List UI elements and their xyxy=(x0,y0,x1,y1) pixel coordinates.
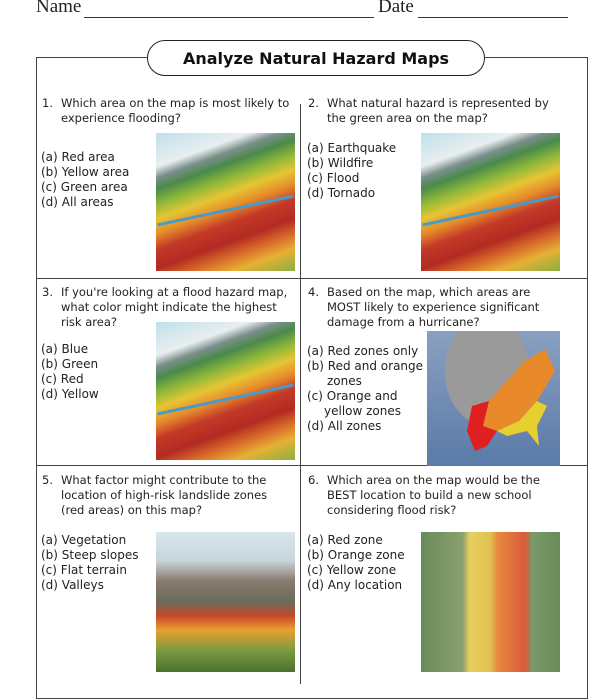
option[interactable]: (a) Earthquake xyxy=(307,141,397,155)
option-continued: yellow zones xyxy=(324,404,402,418)
hurricane-risk-map-image xyxy=(427,331,560,466)
option[interactable]: (c) Yellow zone xyxy=(307,563,397,577)
option[interactable]: (c) Orange and xyxy=(307,389,398,403)
option[interactable]: (b) Yellow area xyxy=(41,165,130,179)
question-number: 1. xyxy=(42,96,53,110)
question-number: 2. xyxy=(308,96,319,110)
option[interactable]: (a) Blue xyxy=(41,342,89,356)
question-number: 4. xyxy=(308,285,319,299)
option[interactable]: (a) Red area xyxy=(41,150,115,164)
question-text: What natural hazard is represented by the green area on the map? xyxy=(327,96,549,125)
option[interactable]: (d) Any location xyxy=(307,578,403,592)
option[interactable]: (d) All areas xyxy=(41,195,114,209)
option[interactable]: (a) Red zone xyxy=(307,533,383,547)
flood-zone-aerial-image xyxy=(421,532,560,672)
option[interactable]: (b) Green xyxy=(41,357,99,371)
option[interactable]: (d) Valleys xyxy=(41,578,104,592)
us-map-zones xyxy=(427,331,560,466)
options-3 xyxy=(41,342,99,402)
option[interactable]: (c) Green area xyxy=(41,180,128,194)
question-number: 3. xyxy=(42,285,53,299)
hazard-map-image xyxy=(421,133,560,271)
question-1 xyxy=(42,96,292,126)
option[interactable]: (b) Wildfire xyxy=(307,156,374,170)
column-divider xyxy=(300,104,301,684)
name-field[interactable] xyxy=(84,17,374,18)
landslide-map-image xyxy=(156,532,295,672)
question-text: Based on the map, which areas are MOST likely to experience significant damage from a hurricane? xyxy=(327,285,540,329)
options-1 xyxy=(41,150,129,210)
option[interactable]: (c) Red xyxy=(41,372,84,386)
question-5 xyxy=(42,473,292,518)
question-4 xyxy=(308,285,558,330)
option[interactable]: (b) Red and orange xyxy=(307,359,424,373)
options-2 xyxy=(307,141,396,201)
option[interactable]: (a) Vegetation xyxy=(41,533,127,547)
date-field[interactable] xyxy=(418,17,568,18)
name-label: Name xyxy=(36,0,82,17)
question-text: If you're looking at a flood hazard map, what color might indicate the highest risk area? xyxy=(61,285,288,329)
question-text: Which area on the map is most likely to experience flooding? xyxy=(61,96,290,125)
question-text: Which area on the map would be the BEST location to build a new school considering flood risk? xyxy=(327,473,540,517)
option[interactable]: (d) All zones xyxy=(307,419,382,433)
worksheet-title: Analyze Natural Hazard Maps xyxy=(147,40,485,76)
options-5 xyxy=(41,533,139,593)
option[interactable]: (b) Steep slopes xyxy=(41,548,139,562)
flood-map-image xyxy=(156,322,295,460)
option[interactable]: (c) Flood xyxy=(307,171,360,185)
option[interactable]: (d) Tornado xyxy=(307,186,376,200)
option[interactable]: (c) Flat terrain xyxy=(41,563,127,577)
question-number: 6. xyxy=(308,473,319,487)
option[interactable]: (a) Red zones only xyxy=(307,344,419,358)
row-divider xyxy=(36,278,588,279)
flood-hazard-map-image xyxy=(156,133,295,271)
option[interactable]: (d) Yellow xyxy=(41,387,99,401)
options-4 xyxy=(307,344,423,434)
date-label: Date xyxy=(378,0,414,17)
option[interactable]: (b) Orange zone xyxy=(307,548,405,562)
options-6 xyxy=(307,533,405,593)
question-2 xyxy=(308,96,558,126)
question-text: What factor might contribute to the location of high-risk landslide zones (red areas) on this map? xyxy=(61,473,268,517)
question-6 xyxy=(308,473,558,518)
option-continued: zones xyxy=(327,374,362,388)
question-number: 5. xyxy=(42,473,53,487)
